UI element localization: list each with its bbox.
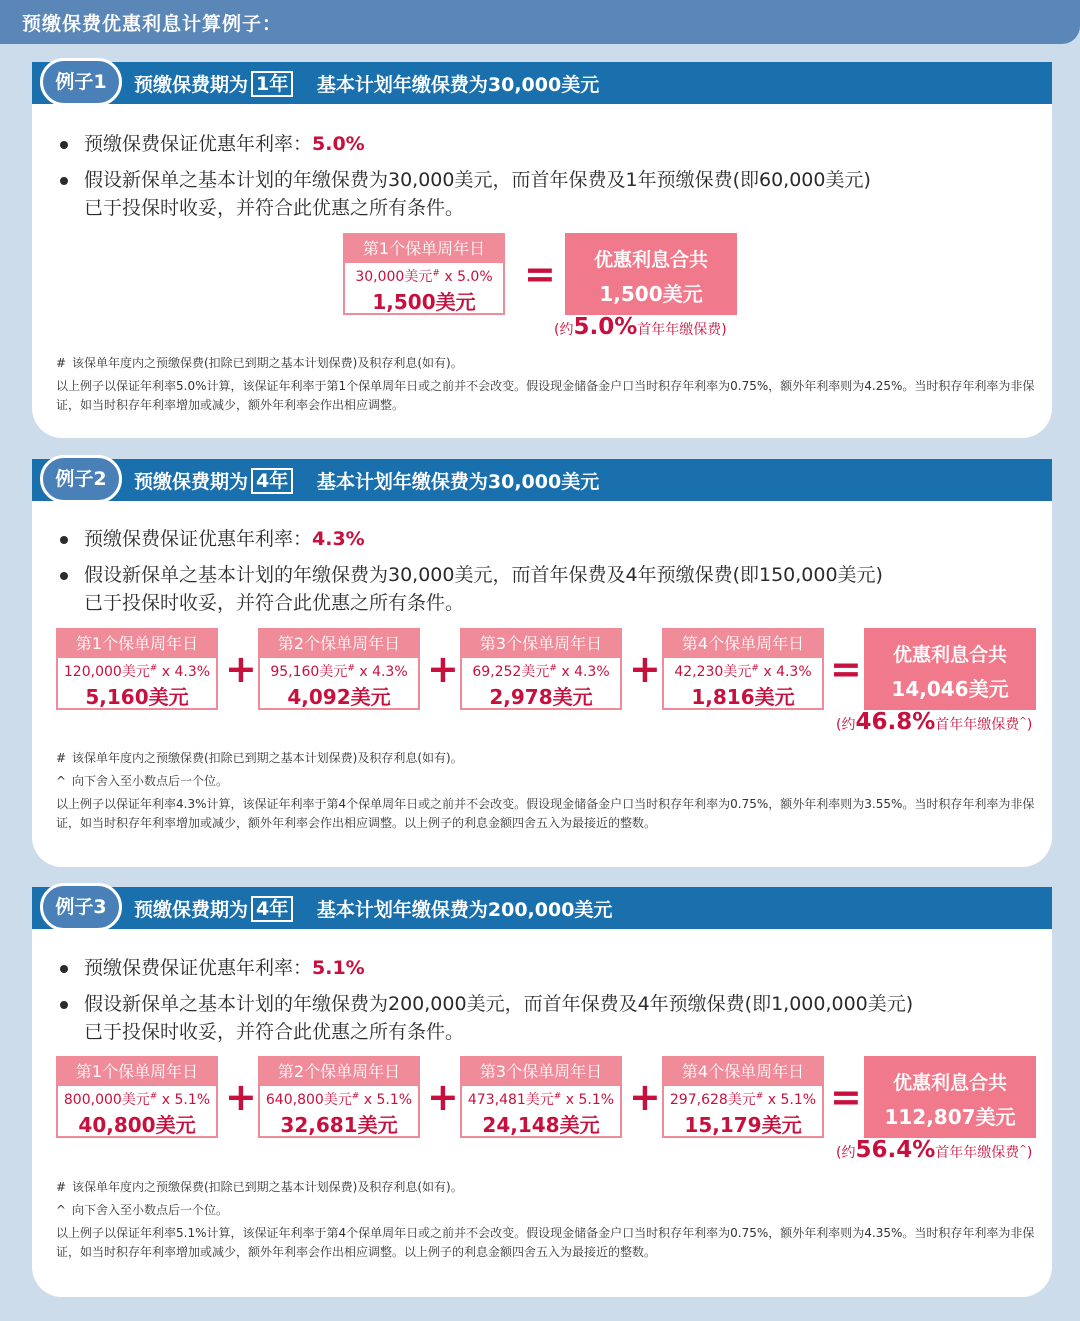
term-amount: 24,148美元: [482, 1113, 600, 1137]
term-calculation: 297,628美元# x 5.1%: [669, 1091, 817, 1108]
term-label: 第1个保单周年日: [58, 630, 216, 658]
term-amount: 40,800美元: [78, 1113, 196, 1137]
bullet-dot: [60, 141, 68, 149]
period-prefix: 预缴保费期为: [134, 899, 249, 921]
total-value: 112,807美元: [884, 1105, 1016, 1129]
rate-label: 预缴保费保证优惠年利率：: [84, 528, 313, 550]
plus-sign: +: [225, 1075, 257, 1119]
anniversary-term-4: [662, 1056, 824, 1138]
premium-text: 基本计划年缴保费为30,000美元: [316, 471, 600, 493]
anniversary-term-1: [56, 628, 218, 710]
approx-percentage: (约56.4%首年年缴保费^): [836, 1137, 1033, 1163]
anniversary-term-2: [258, 1056, 420, 1138]
term-amount: 2,978美元: [489, 685, 593, 709]
example-heading: [134, 895, 612, 922]
term-amount: 1,816美元: [691, 685, 795, 709]
term-amount: 5,160美元: [85, 685, 189, 709]
bullet-dot: [60, 177, 68, 185]
term-calculation: 30,000美元# x 5.0%: [355, 268, 493, 285]
assumption-bullet: [60, 990, 913, 1046]
term-calculation: 69,252美元# x 4.3%: [472, 663, 610, 680]
rate-value: 5.1%: [312, 957, 365, 979]
term-label: 第2个保单周年日: [260, 1058, 418, 1086]
bullet-dot: [60, 536, 68, 544]
bullet-dot: [60, 1001, 68, 1009]
footnote: 以上例子以保证年利率4.3%计算，该保证年利率于第4个保单周年日或之前并不会改变。假设现金储备金户口当时积存年利率为0.75%，额外年利率则为3.55%。当时积存年利率为非保证，如当时积存年利率增加或减少，额外年利率会作出相应调整。以上例子的利息金额四舍五入为最接近的整数。: [56, 797, 1035, 830]
example-heading: [134, 70, 599, 97]
approx-percentage: (约46.8%首年年缴保费^): [836, 709, 1033, 735]
period-prefix: 预缴保费期为: [134, 471, 249, 493]
anniversary-term-4: [662, 628, 824, 710]
footnote: # 该保单年度内之预缴保费(扣除已到期之基本计划保费)及积存利息(如有)。: [56, 751, 463, 765]
anniversary-term-1: [56, 1056, 218, 1138]
anniversary-term-3: [460, 628, 622, 710]
total-interest-box: [864, 1056, 1036, 1138]
rate-bullet: [60, 130, 365, 158]
example-banner: [32, 62, 1052, 104]
total-label: 优惠利息合共: [892, 644, 1007, 666]
term-calculation: 95,160美元# x 4.3%: [270, 663, 408, 680]
footnote: 以上例子以保证年利率5.0%计算，该保证年利率于第1个保单周年日或之前并不会改变。假设现金储备金户口当时积存年利率为0.75%，额外年利率则为4.25%。当时积存年利率为非保证，如当时积存年利率增加或减少，额外年利率会作出相应调整。: [56, 379, 1035, 412]
premium-text: 基本计划年缴保费为200,000美元: [316, 899, 613, 921]
example-badge: 例子1: [40, 58, 122, 106]
total-label: 优惠利息合共: [593, 249, 708, 271]
footnote: 以上例子以保证年利率5.1%计算，该保证年利率于第4个保单周年日或之前并不会改变。假设现金储备金户口当时积存年利率为0.75%，额外年利率则为4.35%。当时积存年利率为非保证，如当时积存年利率增加或减少，额外年利率会作出相应调整。以上例子的利息金额四舍五入为最接近的整数。: [56, 1226, 1035, 1259]
footnote: # 该保单年度内之预缴保费(扣除已到期之基本计划保费)及积存利息(如有)。: [56, 1180, 463, 1194]
premium-text: 基本计划年缴保费为30,000美元: [316, 74, 600, 96]
term-amount: 32,681美元: [280, 1113, 398, 1137]
term-label: 第3个保单周年日: [462, 1058, 620, 1086]
rate-bullet: [60, 525, 365, 553]
assumption-line-2: 已于投保时收妥，并符合此优惠之所有条件。: [84, 1021, 465, 1043]
rate-value: 4.3%: [312, 528, 365, 550]
page-title: 预缴保费优惠利息计算例子：: [0, 0, 1080, 44]
term-calculation: 120,000美元# x 4.3%: [63, 663, 211, 680]
bullet-dot: [60, 965, 68, 973]
equals-sign: =: [524, 252, 556, 296]
total-interest-box: [864, 628, 1036, 710]
example-card-2: [32, 459, 1052, 867]
term-calculation: 42,230美元# x 4.3%: [674, 663, 812, 680]
bullet-dot: [60, 572, 68, 580]
period-value: 4年: [251, 468, 293, 494]
rate-value: 5.0%: [312, 133, 365, 155]
term-label: 第4个保单周年日: [664, 630, 822, 658]
term-label: 第1个保单周年日: [58, 1058, 216, 1086]
plus-sign: +: [225, 647, 257, 691]
plus-sign: +: [629, 1075, 661, 1119]
assumption-line-1: 假设新保单之基本计划的年缴保费为30,000美元，而首年保费及4年预缴保费(即150,000美元): [84, 564, 883, 586]
assumption-line-2: 已于投保时收妥，并符合此优惠之所有条件。: [84, 197, 465, 219]
example-banner: [32, 459, 1052, 501]
equals-sign: =: [830, 1075, 862, 1119]
plus-sign: +: [427, 647, 459, 691]
example-heading: [134, 467, 599, 494]
plus-sign: +: [629, 647, 661, 691]
footnote: # 该保单年度内之预缴保费(扣除已到期之基本计划保费)及积存利息(如有)。: [56, 356, 463, 370]
assumption-bullet: [60, 166, 871, 222]
assumption-line-1: 假设新保单之基本计划的年缴保费为200,000美元，而首年保费及4年预缴保费(即1,000,000美元): [84, 993, 914, 1015]
rate-label: 预缴保费保证优惠年利率：: [84, 133, 313, 155]
example-badge: 例子3: [40, 883, 122, 931]
assumption-line-2: 已于投保时收妥，并符合此优惠之所有条件。: [84, 592, 465, 614]
period-value: 4年: [251, 896, 293, 922]
period-prefix: 预缴保费期为: [134, 74, 249, 96]
term-calculation: 640,800美元# x 5.1%: [265, 1091, 413, 1108]
term-label: 第4个保单周年日: [664, 1058, 822, 1086]
example-card-3: [32, 887, 1052, 1297]
term-amount: 1,500美元: [372, 290, 476, 314]
example-banner: [32, 887, 1052, 929]
footnote: ^ 向下舍入至小数点后一个位。: [56, 774, 229, 788]
rate-bullet: [60, 954, 365, 982]
term-label: 第2个保单周年日: [260, 630, 418, 658]
total-value: 1,500美元: [599, 282, 703, 306]
anniversary-term-2: [258, 628, 420, 710]
total-value: 14,046美元: [891, 677, 1009, 701]
assumption-line-1: 假设新保单之基本计划的年缴保费为30,000美元，而首年保费及1年预缴保费(即60,000美元): [84, 169, 871, 191]
example-badge: 例子2: [40, 455, 122, 503]
term-amount: 15,179美元: [684, 1113, 802, 1137]
anniversary-term-3: [460, 1056, 622, 1138]
rate-label: 预缴保费保证优惠年利率：: [84, 957, 313, 979]
term-calculation: 473,481美元# x 5.1%: [467, 1091, 615, 1108]
term-amount: 4,092美元: [287, 685, 391, 709]
term-calculation: 800,000美元# x 5.1%: [63, 1091, 211, 1108]
footnote: ^ 向下舍入至小数点后一个位。: [56, 1203, 229, 1217]
example-card-1: [32, 62, 1052, 438]
assumption-bullet: [60, 561, 883, 617]
term-label: 第1个保单周年日: [345, 235, 503, 263]
equals-sign: =: [830, 647, 862, 691]
period-value: 1年: [251, 71, 293, 97]
approx-percentage: (约5.0%首年年缴保费): [554, 314, 727, 340]
term-label: 第3个保单周年日: [462, 630, 620, 658]
total-label: 优惠利息合共: [892, 1072, 1007, 1094]
plus-sign: +: [427, 1075, 459, 1119]
anniversary-term-1: [343, 233, 505, 315]
total-interest-box: [565, 233, 737, 315]
